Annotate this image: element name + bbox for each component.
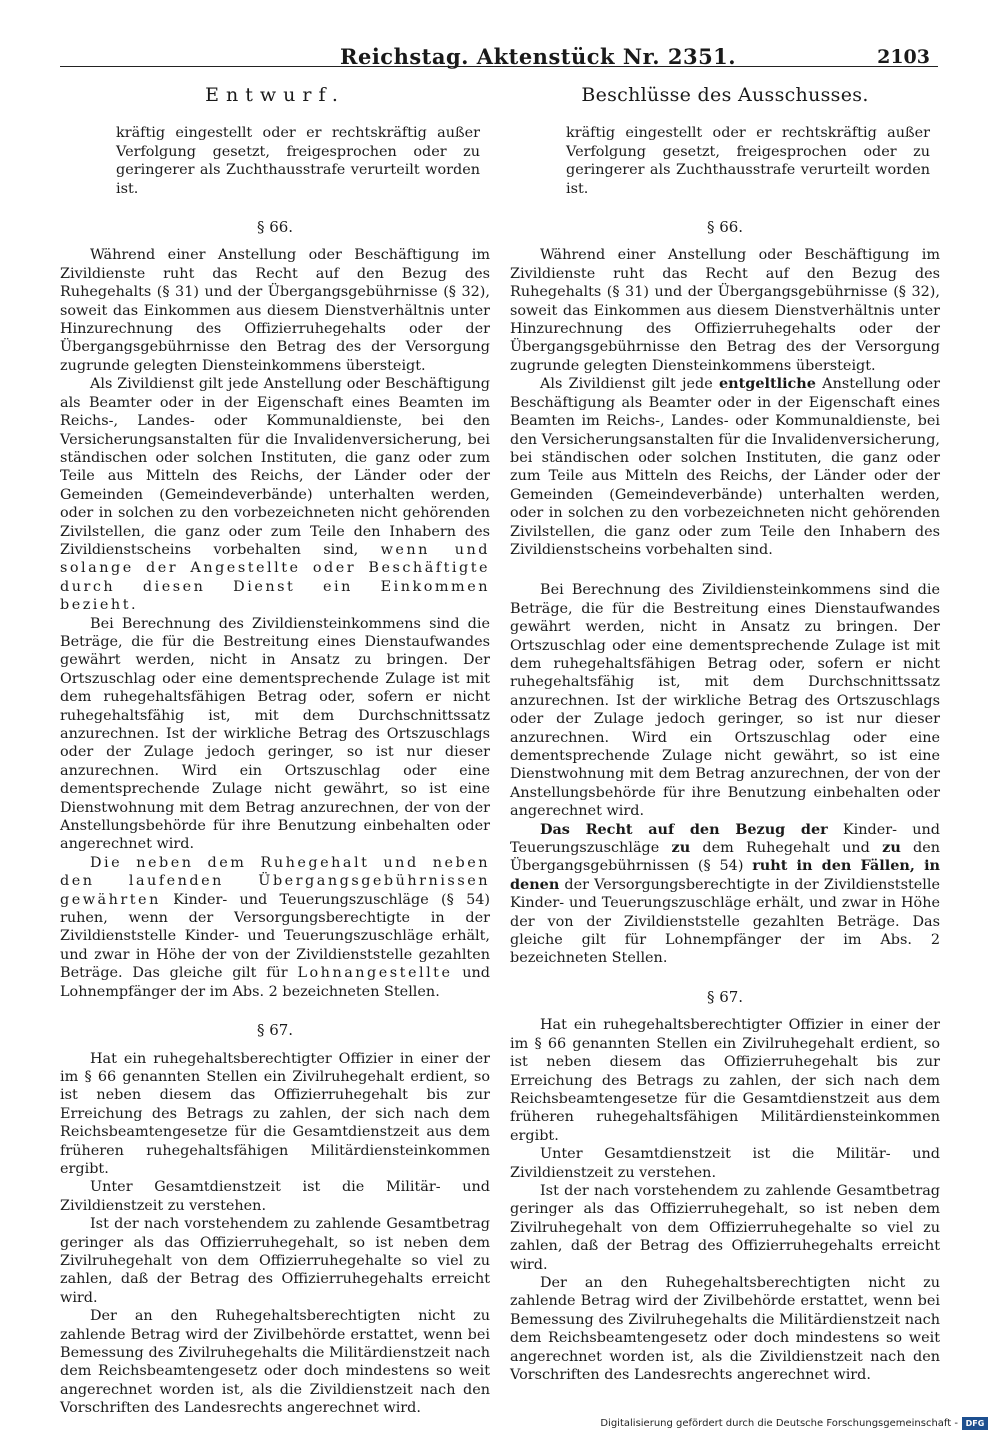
right-column-committee <box>510 86 940 1384</box>
right-s66-p2-text-a: Als Zivildienst gilt jede <box>540 376 713 393</box>
left-s66-p4-end-text: und Lohnempfänger der im Abs. 2 bezeichneten Stellen. <box>60 965 491 1000</box>
page-title: Reichstag. Aktenstück Nr. 2351. <box>340 44 737 69</box>
header-rule <box>60 66 938 67</box>
left-s66-p4-text: Kinder- und Teuerungszuschläge (§ 54) ruhen, wenn der Versorgungsberechtigte in der Zivildienststelle Kinder- und Teuerungszuschläge erhält, und zwar in Höhe der von der Zivildienststelle gezahlten Beträge. Das gleiche gilt für <box>60 891 490 982</box>
right-s66-paragraph-2 <box>510 375 940 559</box>
right-s66-p4-bold-1: Das Recht auf den Bezug der <box>540 820 828 838</box>
left-s66-p4-spaced-text-2: Lohnangestellte <box>297 965 453 982</box>
right-s66-p2-bold-text: entgeltliche <box>719 375 816 393</box>
page-number: 2103 <box>877 46 930 68</box>
right-s66-p4-bold-3: zu <box>882 839 901 857</box>
left-s66-paragraph-3: Bei Berechnung des Zivildiensteinkommens sind die Beträge, die für die Bestreitung eines Dienstaufwandes gewährt werden, nicht in Ansatz zu bringen. Der Ortszuschlag oder eine dementsprechende Zulage ist mit dem ruhegehaltsfähigen Betrag oder, sofern er nicht ruhegehaltsfähig ist, mit dem Durchschnittssatz anzurechnen. Ist der wirkliche Betrag des Ortszuschlags oder der Zulage jedoch geringer, so ist nur dieser anzurechnen. Wird ein Ortszuschlag oder eine dementsprechende Zulage nicht gewährt, so ist eine Dienstwohnung mit dem Betrag anzurechnen, der von der Anstellungsbehörde für ihre Benutzung einbehalten oder angerechnet wird. <box>60 615 490 853</box>
right-s66-p4-text-a: Kinder- und Teuerungszuschläge <box>510 821 940 857</box>
left-s66-p4-spaced-text: Die neben dem Ruhegehalt und neben den laufenden Übergangsgebührnissen gewährten <box>60 854 490 908</box>
right-s66-paragraph-1: Während einer Anstellung oder Beschäftigung im Zivildienste ruht das Recht auf den Bezug des Ruhegehalts (§ 31) und der Übergangsgebührnisse (§ 32), soweit das Einkommen aus diesem Dienstverhältnis unter Hinzurechnung des Offizierruhegehalts oder der Übergangsgebührnisse den Betrag des der Versorgung zugrunde gelegten Diensteinkommens übersteigt. <box>510 247 940 374</box>
right-s66-p4-bold-2: zu <box>671 839 691 857</box>
left-s66-p2-spaced-text: wenn und solange der Angestellte oder Beschäftigte durch diesen Dienst ein Einkommen bezieht. <box>60 541 490 614</box>
dfg-logo-icon: DFG <box>962 1417 988 1430</box>
right-section-66-title: § 66. <box>706 218 744 237</box>
right-s67-paragraph-2: Unter Gesamtdienstzeit ist die Militär- und Zivildienstzeit zu verstehen. <box>510 1146 940 1181</box>
right-s67-paragraph-3: Ist der nach vorstehendem zu zahlende Gesamtbetrag geringer als das Offizierruhegehalt, so ist neben dem Zivilruhegehalt von dem Offizierruhegehalte so viel zu zahlen, daß der Betrag des Offizierruhegehalts erreicht wird. <box>510 1182 940 1273</box>
right-column-heading: Beschlüsse des Ausschusses. <box>581 84 869 106</box>
left-column-draft <box>60 86 490 1418</box>
left-s67-paragraph-3: Ist der nach vorstehendem zu zahlende Gesamtbetrag geringer als das Offizierruhegehalt, so ist neben dem Zivilruhegehalt von dem Offizierruhegehalte so viel zu zahlen, daß der Betrag des Offizierruhegehalts erreicht wird. <box>60 1216 490 1306</box>
right-intro-paragraph: kräftig eingestellt oder er rechtskräftig außer Verfolgung gesetzt, freigesprochen oder zu geringerer als Zuchthausstrafe verurteilt worden ist. <box>566 125 930 197</box>
right-s66-paragraph-3: Bei Berechnung des Zivildiensteinkommens sind die Beträge, die für die Bestreitung eines Dienstaufwandes gewährt werden, nicht in Ansatz zu bringen. Der Ortszuschlag oder eine dementsprechende Zulage ist mit dem ruhegehaltsfähigen Betrag oder, sofern er nicht ruhegehaltsfähig ist, mit dem Durchschnittssatz anzurechnen. Ist der wirkliche Betrag des Ortszuschlags oder der Zulage jedoch geringer, so ist nur dieser anzurechnen. Wird ein Ortszuschlag oder eine dementsprechende Zulage nicht gewährt, so ist eine Dienstwohnung mit dem Betrag anzurechnen, der von der Anstellungsbehörde für ihre Benutzung einbehalten oder angerechnet wird. <box>510 582 940 820</box>
right-s67-paragraph-1: Hat ein ruhegehaltsberechtigter Offizier in einer der im § 66 genannten Stellen ein Zivilruhegehalt erdient, so ist neben diesem das Offizierruhegehalt bis zur Erreichung des Betrags zu zahlen, der sich nach dem Reichsbeamtengesetze für die Gesamtdienstzeit aus dem früheren ruhegehaltsfähigen Militärdiensteinkommen ergibt. <box>510 1017 940 1144</box>
left-section-66-title: § 66. <box>256 218 294 237</box>
right-s66-p4-text-d: der Versorgungsberechtigte in der Zivildienststelle Kinder- und Teuerungszuschläge erhält, und zwar in Höhe der von der Zivildienststelle gezahlten Beträge. Das gleiche gilt für Lohnempfänger der im Abs. 2 bezeichneten Stellen. <box>510 876 940 967</box>
right-s66-p4-text-b: dem Ruhegehalt und <box>702 840 870 857</box>
digitization-credit: Digitalisierung gefördert durch die Deutsche Forschungsgemeinschaft - <box>600 1418 958 1429</box>
page-footer <box>0 1418 1000 1432</box>
left-s67-paragraph-4: Der an den Ruhegehaltsberechtigten nicht zu zahlende Betrag wird der Zivilbehörde erstattet, wenn bei Bemessung des Zivilruhegehalts die Militärdienstzeit nach dem Reichsbeamtengesetz oder doch mindestens so weit angerechnet worden ist, als die Zivildienstzeit nach den Vorschriften des Landesrechts angerechnet wird. <box>60 1308 490 1417</box>
paragraph-gap <box>510 559 940 581</box>
left-s66-paragraph-1: Während einer Anstellung oder Beschäftigung im Zivildienste ruht das Recht auf den Bezug des Ruhegehalts (§ 31) und der Übergangsgebührnisse (§ 32), soweit das Einkommen aus diesem Dienstverhältnis unter Hinzurechnung des Offizierruhegehalts oder der Übergangsgebührnisse den Betrag des der Versorgung zugrunde gelegten Diensteinkommens übersteigt. <box>60 247 490 374</box>
right-s66-paragraph-4 <box>510 821 940 968</box>
page-header <box>0 38 1000 78</box>
left-section-67-title: § 67. <box>256 1021 294 1040</box>
right-s66-p4-bold-4: ruht in den Fällen, in denen <box>510 857 940 893</box>
left-column-heading: Entwurf. <box>205 84 345 106</box>
right-section-67-title: § 67. <box>706 987 744 1006</box>
right-s66-p4-text-c: den Übergangsgebührnissen (§ 54) <box>510 840 941 875</box>
left-s66-paragraph-2 <box>60 375 490 614</box>
left-s67-paragraph-2: Unter Gesamtdienstzeit ist die Militär- und Zivildienstzeit zu verstehen. <box>60 1179 490 1214</box>
left-intro-paragraph: kräftig eingestellt oder er rechtskräftig außer Verfolgung gesetzt, freigesprochen oder zu geringerer als Zuchthausstrafe verurteilt worden ist. <box>116 125 480 197</box>
left-s66-paragraph-4 <box>60 854 490 1001</box>
left-s67-paragraph-1: Hat ein ruhegehaltsberechtigter Offizier in einer der im § 66 genannten Stellen ein Zivilruhegehalt erdient, so ist neben diesem das Offizierruhegehalt bis zur Erreichung des Betrags zu zahlen, der sich nach dem Reichsbeamtengesetze für die Gesamtdienstzeit aus dem früheren ruhegehaltsfähigen Militärdiensteinkommen ergibt. <box>60 1050 490 1177</box>
left-s66-p2-text: Als Zivildienst gilt jede Anstellung oder Beschäftigung als Beamter oder in der Eigenschaft eines Beamten im Reichs-, Landes- oder Kommunaldienste, bei den Versicherungsanstalten für die Invalidenversicherung, bei ständischen oder solchen Instituten, die ganz oder zum Teile aus Mitteln des Reichs, der Länder oder der Gemeinden (Gemeindeverbände) unterhalten werden, oder in solchen zu den vorbezeichneten nicht gehörenden Zivilstellen, die ganz oder zum Teile den Inhabern des Zivildienstscheins vorbehalten sind, <box>60 376 490 558</box>
right-s66-p2-text-b: Anstellung oder Beschäftigung als Beamter oder in der Eigenschaft eines Beamten im Reichs-, Landes- oder Kommunaldienste, bei den Versicherungsanstalten für die Invalidenversicherung, bei ständischen oder solchen Instituten, die ganz oder zum Teile aus Mitteln des Reichs, der Länder oder der Gemeinden (Gemeindeverbände) unterhalten werden, oder in solchen zu den vorbezeichneten nicht gehörenden Zivilstellen, die ganz oder zum Teile den Inhabern des Zivildienstscheins vorbehalten sind. <box>510 376 940 558</box>
right-s67-paragraph-4: Der an den Ruhegehaltsberechtigten nicht zu zahlende Betrag wird der Zivilbehörde erstattet, wenn bei Bemessung des Zivilruhegehalts die Militärdienstzeit nach dem Reichsbeamtengesetz oder doch mindestens so weit angerechnet worden ist, als die Zivildienstzeit nach den Vorschriften des Landesrechts angerechnet wird. <box>510 1274 940 1383</box>
